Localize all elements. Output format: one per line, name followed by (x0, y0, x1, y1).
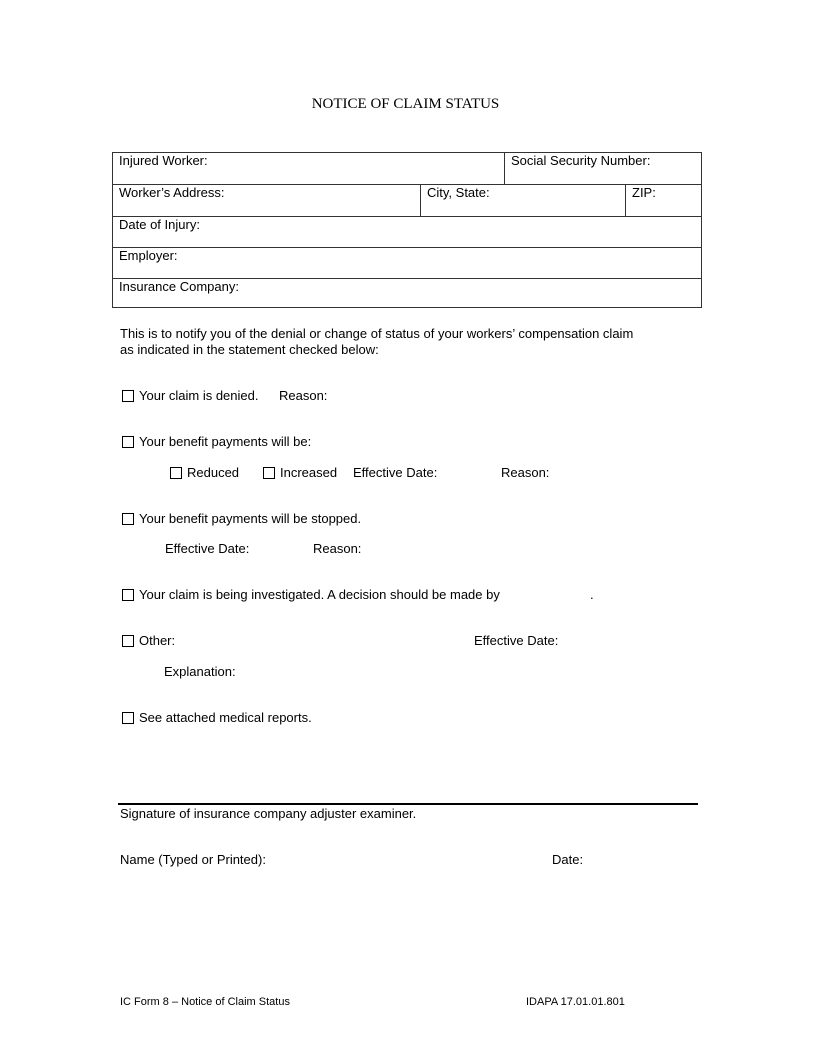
other-effective-date-label: Effective Date: (474, 633, 559, 648)
ssn-label: Social Security Number: (511, 153, 651, 168)
investigated-label: Your claim is being investigated. A decision should be made by (139, 587, 500, 602)
intro-line-2: as indicated in the statement checked below: (120, 342, 379, 357)
address-label: Worker’s Address: (119, 185, 225, 200)
zip-field[interactable] (625, 185, 701, 217)
city-state-field[interactable] (420, 185, 625, 217)
table-row (113, 153, 701, 184)
other-label: Other: (139, 633, 176, 648)
denied-label: Your claim is denied. (139, 388, 259, 403)
investigated-checkbox[interactable] (122, 589, 134, 601)
signature-label: Signature of insurance company adjuster examiner. (120, 806, 417, 821)
increased-checkbox[interactable] (263, 467, 275, 479)
injured-worker-field[interactable] (113, 153, 504, 184)
date-of-injury-label: Date of Injury: (119, 217, 200, 232)
reduced-checkbox[interactable] (170, 467, 182, 479)
injured-worker-label: Injured Worker: (119, 153, 208, 168)
table-row (113, 184, 701, 217)
city-state-label: City, State: (427, 185, 490, 200)
address-field[interactable] (113, 185, 420, 217)
stopped-effective-date-label: Effective Date: (165, 541, 250, 556)
employer-label: Employer: (119, 248, 178, 263)
benefit-effective-date-label: Effective Date: (353, 465, 438, 480)
other-explanation-label: Explanation: (164, 664, 236, 679)
footer-regulation: IDAPA 17.01.01.801 (526, 996, 625, 1008)
medical-reports-checkbox[interactable] (122, 712, 134, 724)
insurance-company-label: Insurance Company: (119, 279, 239, 294)
benefit-change-checkbox[interactable] (122, 436, 134, 448)
benefit-change-label: Your benefit payments will be: (139, 434, 312, 449)
signature-line[interactable] (118, 803, 698, 805)
table-row (113, 216, 701, 248)
increased-label: Increased (280, 465, 338, 480)
stopped-reason-label: Reason: (313, 541, 362, 556)
printed-name-label: Name (Typed or Printed): (120, 852, 266, 867)
date-of-injury-field[interactable] (113, 217, 701, 248)
zip-label: ZIP: (632, 185, 656, 200)
investigated-period: . (590, 587, 594, 602)
benefit-reason-label: Reason: (501, 465, 550, 480)
table-row (113, 247, 701, 279)
stopped-checkbox[interactable] (122, 513, 134, 525)
page-title: NOTICE OF CLAIM STATUS (311, 96, 500, 112)
claimant-info-table (112, 152, 702, 308)
other-checkbox[interactable] (122, 635, 134, 647)
medical-reports-label: See attached medical reports. (139, 710, 312, 725)
reduced-label: Reduced (187, 465, 240, 480)
table-row (113, 278, 701, 309)
ssn-field[interactable] (504, 153, 701, 184)
denied-reason-label: Reason: (279, 388, 328, 403)
signature-date-label: Date: (552, 852, 584, 867)
insurance-company-field[interactable] (113, 279, 701, 309)
denied-checkbox[interactable] (122, 390, 134, 402)
footer-form-name: IC Form 8 – Notice of Claim Status (120, 996, 290, 1008)
employer-field[interactable] (113, 248, 701, 279)
intro-line-1: This is to notify you of the denial or change of status of your workers’ compensation claim (120, 326, 634, 341)
stopped-label: Your benefit payments will be stopped. (139, 511, 362, 526)
